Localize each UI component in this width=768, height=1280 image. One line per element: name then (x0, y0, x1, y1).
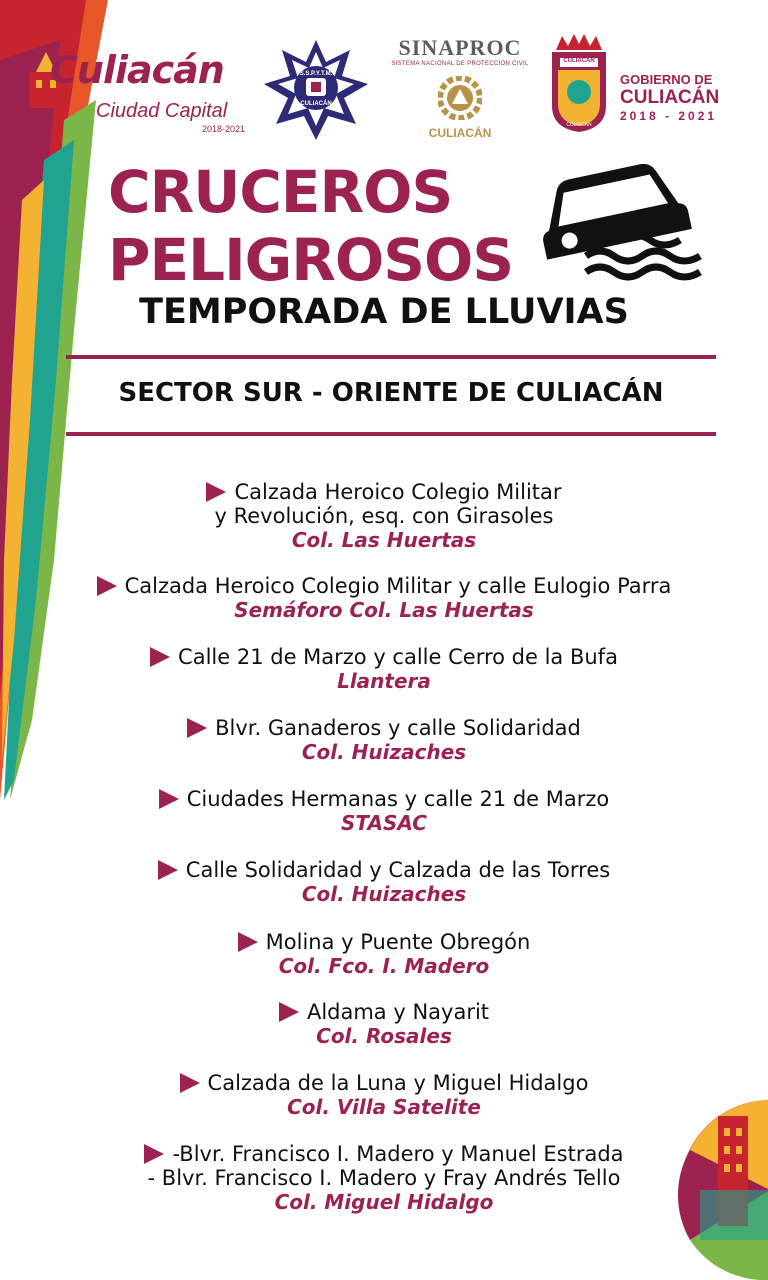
address-line: Calzada de la Luna y Miguel Hidalgo (0, 1071, 768, 1095)
arrow-right-icon (158, 860, 178, 880)
list-item (0, 1142, 768, 1214)
colonia-label: Col. Huizaches (301, 882, 467, 906)
sinaproc-title: SINAPROC (398, 35, 522, 60)
list-item (0, 574, 768, 622)
car-in-water-icon (530, 158, 706, 282)
coat-of-arms-icon (548, 34, 610, 134)
list-item (0, 930, 768, 978)
gobierno-line1: GOBIERNO DE (620, 72, 713, 87)
address-line: Calzada Heroico Colegio Militar (0, 480, 768, 504)
arrow-right-icon (187, 718, 207, 738)
shield-bottom-text: CULIACÁN (566, 122, 592, 128)
main-title (108, 158, 513, 294)
address-line: Aldama y Nayarit (0, 1000, 768, 1024)
gobierno-line3: 2018 - 2021 (620, 109, 718, 123)
arrow-right-icon (206, 482, 226, 502)
list-item (0, 858, 768, 906)
list-item (0, 787, 768, 835)
star-badge-icon (262, 38, 370, 142)
colonia-label: Col. Huizaches (301, 740, 467, 764)
address-line: -Blvr. Francisco I. Madero y Manuel Estrada (0, 1142, 768, 1166)
shield-top-text: CULIACÁN (563, 58, 595, 64)
list-item (0, 1000, 768, 1048)
colonia-label: Col. Miguel Hidalgo (274, 1190, 494, 1214)
address-line: Calle Solidaridad y Calzada de las Torres (0, 858, 768, 882)
colonia-label: Col. Las Huertas (291, 528, 477, 552)
colonia-label: Col. Rosales (316, 1024, 452, 1048)
list-item (0, 480, 768, 552)
address-line: Blvr. Ganaderos y calle Solidaridad (0, 716, 768, 740)
arrow-right-icon (238, 932, 258, 952)
sinaproc-subtitle: SISTEMA NACIONAL DE PROTECCIÓN CIVIL (391, 61, 529, 67)
address-line: - Blvr. Francisco I. Madero y Fray Andrés Tello (147, 1166, 621, 1190)
culiacan-ciudad-capital-logo (26, 48, 248, 140)
arrow-right-icon (144, 1144, 164, 1164)
divider-bottom (66, 432, 716, 436)
address-line: Molina y Puente Obregón (0, 930, 768, 954)
sinaproc-city: CULIACÁN (428, 126, 492, 140)
title-line2: PELIGROSOS (108, 226, 514, 294)
colonia-label: Col. Villa Satelite (287, 1095, 481, 1119)
list-item (0, 645, 768, 693)
sinaproc-logo (384, 36, 536, 146)
title-line1: CRUCEROS (108, 158, 453, 226)
gobierno-line2: CULIACÁN (620, 87, 720, 108)
colonia-label: Semáforo Col. Las Huertas (234, 598, 534, 622)
colonia-label: Col. Fco. I. Madero (278, 954, 490, 978)
divider-top (66, 355, 716, 359)
list-item (0, 1071, 768, 1119)
police-star-badge (262, 38, 370, 142)
address-line: y Revolución, esq. con Girasoles (214, 504, 554, 528)
colonia-label: STASAC (341, 811, 427, 835)
colonia-label: Llantera (337, 669, 431, 693)
logo-tagline: Ciudad Capital (96, 100, 228, 122)
culiacan-shield (548, 34, 610, 134)
arrow-right-icon (159, 789, 179, 809)
logo-word: Culiacán (50, 48, 224, 92)
address-line: Calzada Heroico Colegio Militar y calle Eulogio Parra (0, 574, 768, 598)
address-line: Calle 21 de Marzo y calle Cerro de la Bufa (0, 645, 768, 669)
arrow-right-icon (97, 576, 117, 596)
arrow-right-icon (180, 1073, 200, 1093)
arrow-right-icon (150, 647, 170, 667)
civil-protection-icon (438, 76, 482, 120)
list-item (0, 716, 768, 764)
badge-top-text: S.S.P.Y.T.M. (299, 71, 333, 77)
badge-bottom-text: CULIACÁN (300, 101, 332, 107)
logo-period: 2018-2021 (202, 124, 246, 134)
sector-heading: SECTOR SUR - ORIENTE DE CULIACÁN (118, 378, 664, 408)
gobierno-culiacan-logo (620, 72, 738, 124)
arrow-right-icon (279, 1002, 299, 1022)
address-line: Ciudades Hermanas y calle 21 de Marzo (0, 787, 768, 811)
subtitle: TEMPORADA DE LLUVIAS (139, 292, 629, 332)
